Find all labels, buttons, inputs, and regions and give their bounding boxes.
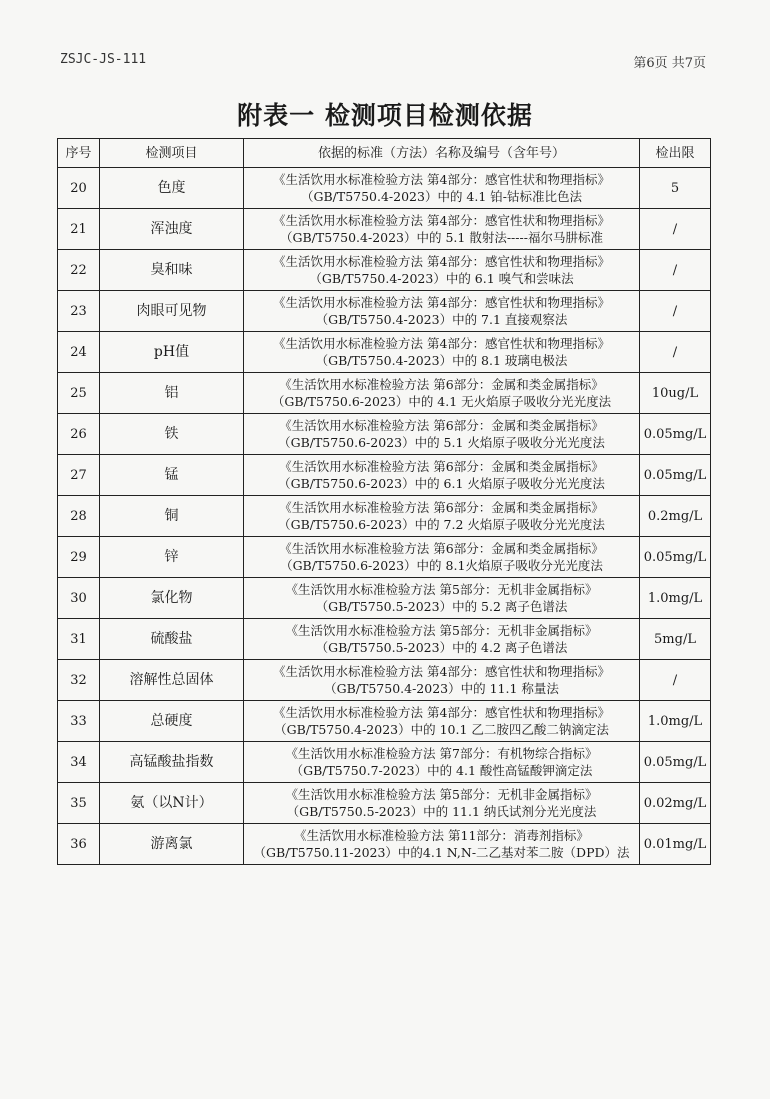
row-number: 36: [58, 824, 100, 865]
column-header-basis: 依据的标准（方法）名称及编号（含年号）: [244, 139, 640, 168]
detection-limit: 0.05mg/L: [640, 537, 711, 578]
standard-basis: [244, 496, 640, 537]
test-item: 总硬度: [100, 701, 244, 742]
test-item: 色度: [100, 168, 244, 209]
standard-basis: [244, 291, 640, 332]
standard-basis: [244, 414, 640, 455]
row-number: 21: [58, 209, 100, 250]
row-number: 23: [58, 291, 100, 332]
table-row: [58, 537, 711, 578]
detection-basis-table: [57, 138, 711, 865]
standard-method: （GB/T5750.7-2023）中的 4.1 酸性高锰酸钾滴定法: [290, 763, 593, 778]
test-item: 硫酸盐: [100, 619, 244, 660]
test-item: 铜: [100, 496, 244, 537]
row-number: 22: [58, 250, 100, 291]
standard-name: 《生活饮用水标准检验方法 第4部分：感官性状和物理指标》: [273, 336, 610, 351]
table-row: [58, 291, 711, 332]
standard-method: （GB/T5750.5-2023）中的 4.2 离子色谱法: [315, 640, 568, 655]
table-row: [58, 701, 711, 742]
standard-basis: [244, 660, 640, 701]
table-row: [58, 619, 711, 660]
standard-method: （GB/T5750.4-2023）中的 5.1 散射法-----福尔马肼标准: [280, 230, 603, 245]
standard-method: （GB/T5750.6-2023）中的 7.2 火焰原子吸收分光光度法: [278, 517, 605, 532]
detection-limit: 1.0mg/L: [640, 578, 711, 619]
row-number: 29: [58, 537, 100, 578]
test-item: 臭和味: [100, 250, 244, 291]
row-number: 34: [58, 742, 100, 783]
row-number: 33: [58, 701, 100, 742]
standard-name: 《生活饮用水标准检验方法 第4部分：感官性状和物理指标》: [273, 664, 610, 679]
standard-basis: [244, 742, 640, 783]
standard-name: 《生活饮用水标准检验方法 第6部分：金属和类金属指标》: [279, 418, 604, 433]
standard-name: 《生活饮用水标准检验方法 第4部分：感官性状和物理指标》: [273, 172, 610, 187]
standard-method: （GB/T5750.4-2023）中的 7.1 直接观察法: [315, 312, 568, 327]
detection-limit: /: [640, 291, 711, 332]
standard-basis: [244, 701, 640, 742]
standard-method: （GB/T5750.11-2023）中的4.1 N,N-二乙基对苯二胺（DPD）法: [253, 845, 630, 860]
standard-name: 《生活饮用水标准检验方法 第4部分：感官性状和物理指标》: [273, 213, 610, 228]
test-item: 氯化物: [100, 578, 244, 619]
standard-basis: [244, 209, 640, 250]
standard-method: （GB/T5750.5-2023）中的 5.2 离子色谱法: [315, 599, 568, 614]
standard-name: 《生活饮用水标准检验方法 第6部分：金属和类金属指标》: [279, 377, 604, 392]
row-number: 28: [58, 496, 100, 537]
standard-name: 《生活饮用水标准检验方法 第6部分：金属和类金属指标》: [279, 500, 604, 515]
standard-basis: [244, 537, 640, 578]
detection-limit: 10ug/L: [640, 373, 711, 414]
standard-method: （GB/T5750.4-2023）中的 4.1 铂-钴标准比色法: [300, 189, 583, 204]
standard-name: 《生活饮用水标准检验方法 第6部分：金属和类金属指标》: [279, 541, 604, 556]
standard-basis: [244, 373, 640, 414]
column-header-no: 序号: [58, 139, 100, 168]
table-row: [58, 660, 711, 701]
row-number: 24: [58, 332, 100, 373]
row-number: 26: [58, 414, 100, 455]
standard-basis: [244, 332, 640, 373]
detection-limit: /: [640, 332, 711, 373]
table-header-row: [58, 139, 711, 168]
standard-basis: [244, 250, 640, 291]
column-header-limit: 检出限: [640, 139, 711, 168]
standard-name: 《生活饮用水标准检验方法 第7部分：有机物综合指标》: [285, 746, 598, 761]
standard-method: （GB/T5750.6-2023）中的 8.1火焰原子吸收分光光度法: [280, 558, 603, 573]
standard-basis: [244, 455, 640, 496]
table-row: [58, 414, 711, 455]
standard-name: 《生活饮用水标准检验方法 第5部分：无机非金属指标》: [285, 623, 598, 638]
standard-name: 《生活饮用水标准检验方法 第11部分：消毒剂指标》: [294, 828, 589, 843]
test-item: 肉眼可见物: [100, 291, 244, 332]
row-number: 30: [58, 578, 100, 619]
table-row: [58, 168, 711, 209]
detection-limit: 0.01mg/L: [640, 824, 711, 865]
row-number: 31: [58, 619, 100, 660]
detection-limit: 0.2mg/L: [640, 496, 711, 537]
standard-name: 《生活饮用水标准检验方法 第4部分：感官性状和物理指标》: [273, 295, 610, 310]
test-item: 游离氯: [100, 824, 244, 865]
table-row: [58, 209, 711, 250]
detection-limit: /: [640, 250, 711, 291]
table-row: [58, 250, 711, 291]
standard-name: 《生活饮用水标准检验方法 第4部分：感官性状和物理指标》: [273, 705, 610, 720]
standard-method: （GB/T5750.4-2023）中的 10.1 乙二胺四乙酸二钠滴定法: [274, 722, 609, 737]
row-number: 27: [58, 455, 100, 496]
detection-limit: 0.05mg/L: [640, 742, 711, 783]
standard-name: 《生活饮用水标准检验方法 第6部分：金属和类金属指标》: [279, 459, 604, 474]
page-number: 第6页 共7页: [633, 56, 706, 71]
test-item: 铝: [100, 373, 244, 414]
table-row: [58, 824, 711, 865]
test-item: 锰: [100, 455, 244, 496]
table-row: [58, 373, 711, 414]
standard-name: 《生活饮用水标准检验方法 第5部分：无机非金属指标》: [285, 582, 598, 597]
test-item: 溶解性总固体: [100, 660, 244, 701]
detection-limit: 1.0mg/L: [640, 701, 711, 742]
standard-basis: [244, 578, 640, 619]
detection-limit: 0.02mg/L: [640, 783, 711, 824]
detection-limit: 0.05mg/L: [640, 455, 711, 496]
test-item: 锌: [100, 537, 244, 578]
standard-basis: [244, 168, 640, 209]
standard-basis: [244, 824, 640, 865]
detection-limit: /: [640, 660, 711, 701]
detection-limit: /: [640, 209, 711, 250]
table-row: [58, 578, 711, 619]
table-row: [58, 332, 711, 373]
test-item: pH值: [100, 332, 244, 373]
standard-method: （GB/T5750.4-2023）中的 6.1 嗅气和尝味法: [309, 271, 574, 286]
row-number: 35: [58, 783, 100, 824]
table-row: [58, 783, 711, 824]
standard-basis: [244, 619, 640, 660]
detection-limit: 5: [640, 168, 711, 209]
standard-method: （GB/T5750.6-2023）中的 6.1 火焰原子吸收分光光度法: [278, 476, 605, 491]
row-number: 32: [58, 660, 100, 701]
table-row: [58, 455, 711, 496]
standard-name: 《生活饮用水标准检验方法 第5部分：无机非金属指标》: [285, 787, 598, 802]
test-item: 铁: [100, 414, 244, 455]
standard-method: （GB/T5750.6-2023）中的 4.1 无火焰原子吸收分光光度法: [271, 394, 612, 409]
standard-method: （GB/T5750.4-2023）中的 8.1 玻璃电极法: [315, 353, 568, 368]
table-row: [58, 742, 711, 783]
page-title: 附表一 检测项目检测依据: [237, 101, 533, 130]
test-item: 浑浊度: [100, 209, 244, 250]
standard-method: （GB/T5750.6-2023）中的 5.1 火焰原子吸收分光光度法: [278, 435, 605, 450]
detection-limit: 0.05mg/L: [640, 414, 711, 455]
row-number: 20: [58, 168, 100, 209]
test-item: 高锰酸盐指数: [100, 742, 244, 783]
column-header-item: 检测项目: [100, 139, 244, 168]
table-body: [58, 168, 711, 865]
standard-basis: [244, 783, 640, 824]
test-item: 氨（以N计）: [100, 783, 244, 824]
standard-method: （GB/T5750.5-2023）中的 11.1 纳氏试剂分光光度法: [286, 804, 597, 819]
standard-method: （GB/T5750.4-2023）中的 11.1 称量法: [324, 681, 559, 696]
standard-name: 《生活饮用水标准检验方法 第4部分：感官性状和物理指标》: [273, 254, 610, 269]
row-number: 25: [58, 373, 100, 414]
document-code: ZSJC-JS-111: [60, 52, 147, 67]
table-row: [58, 496, 711, 537]
detection-limit: 5mg/L: [640, 619, 711, 660]
